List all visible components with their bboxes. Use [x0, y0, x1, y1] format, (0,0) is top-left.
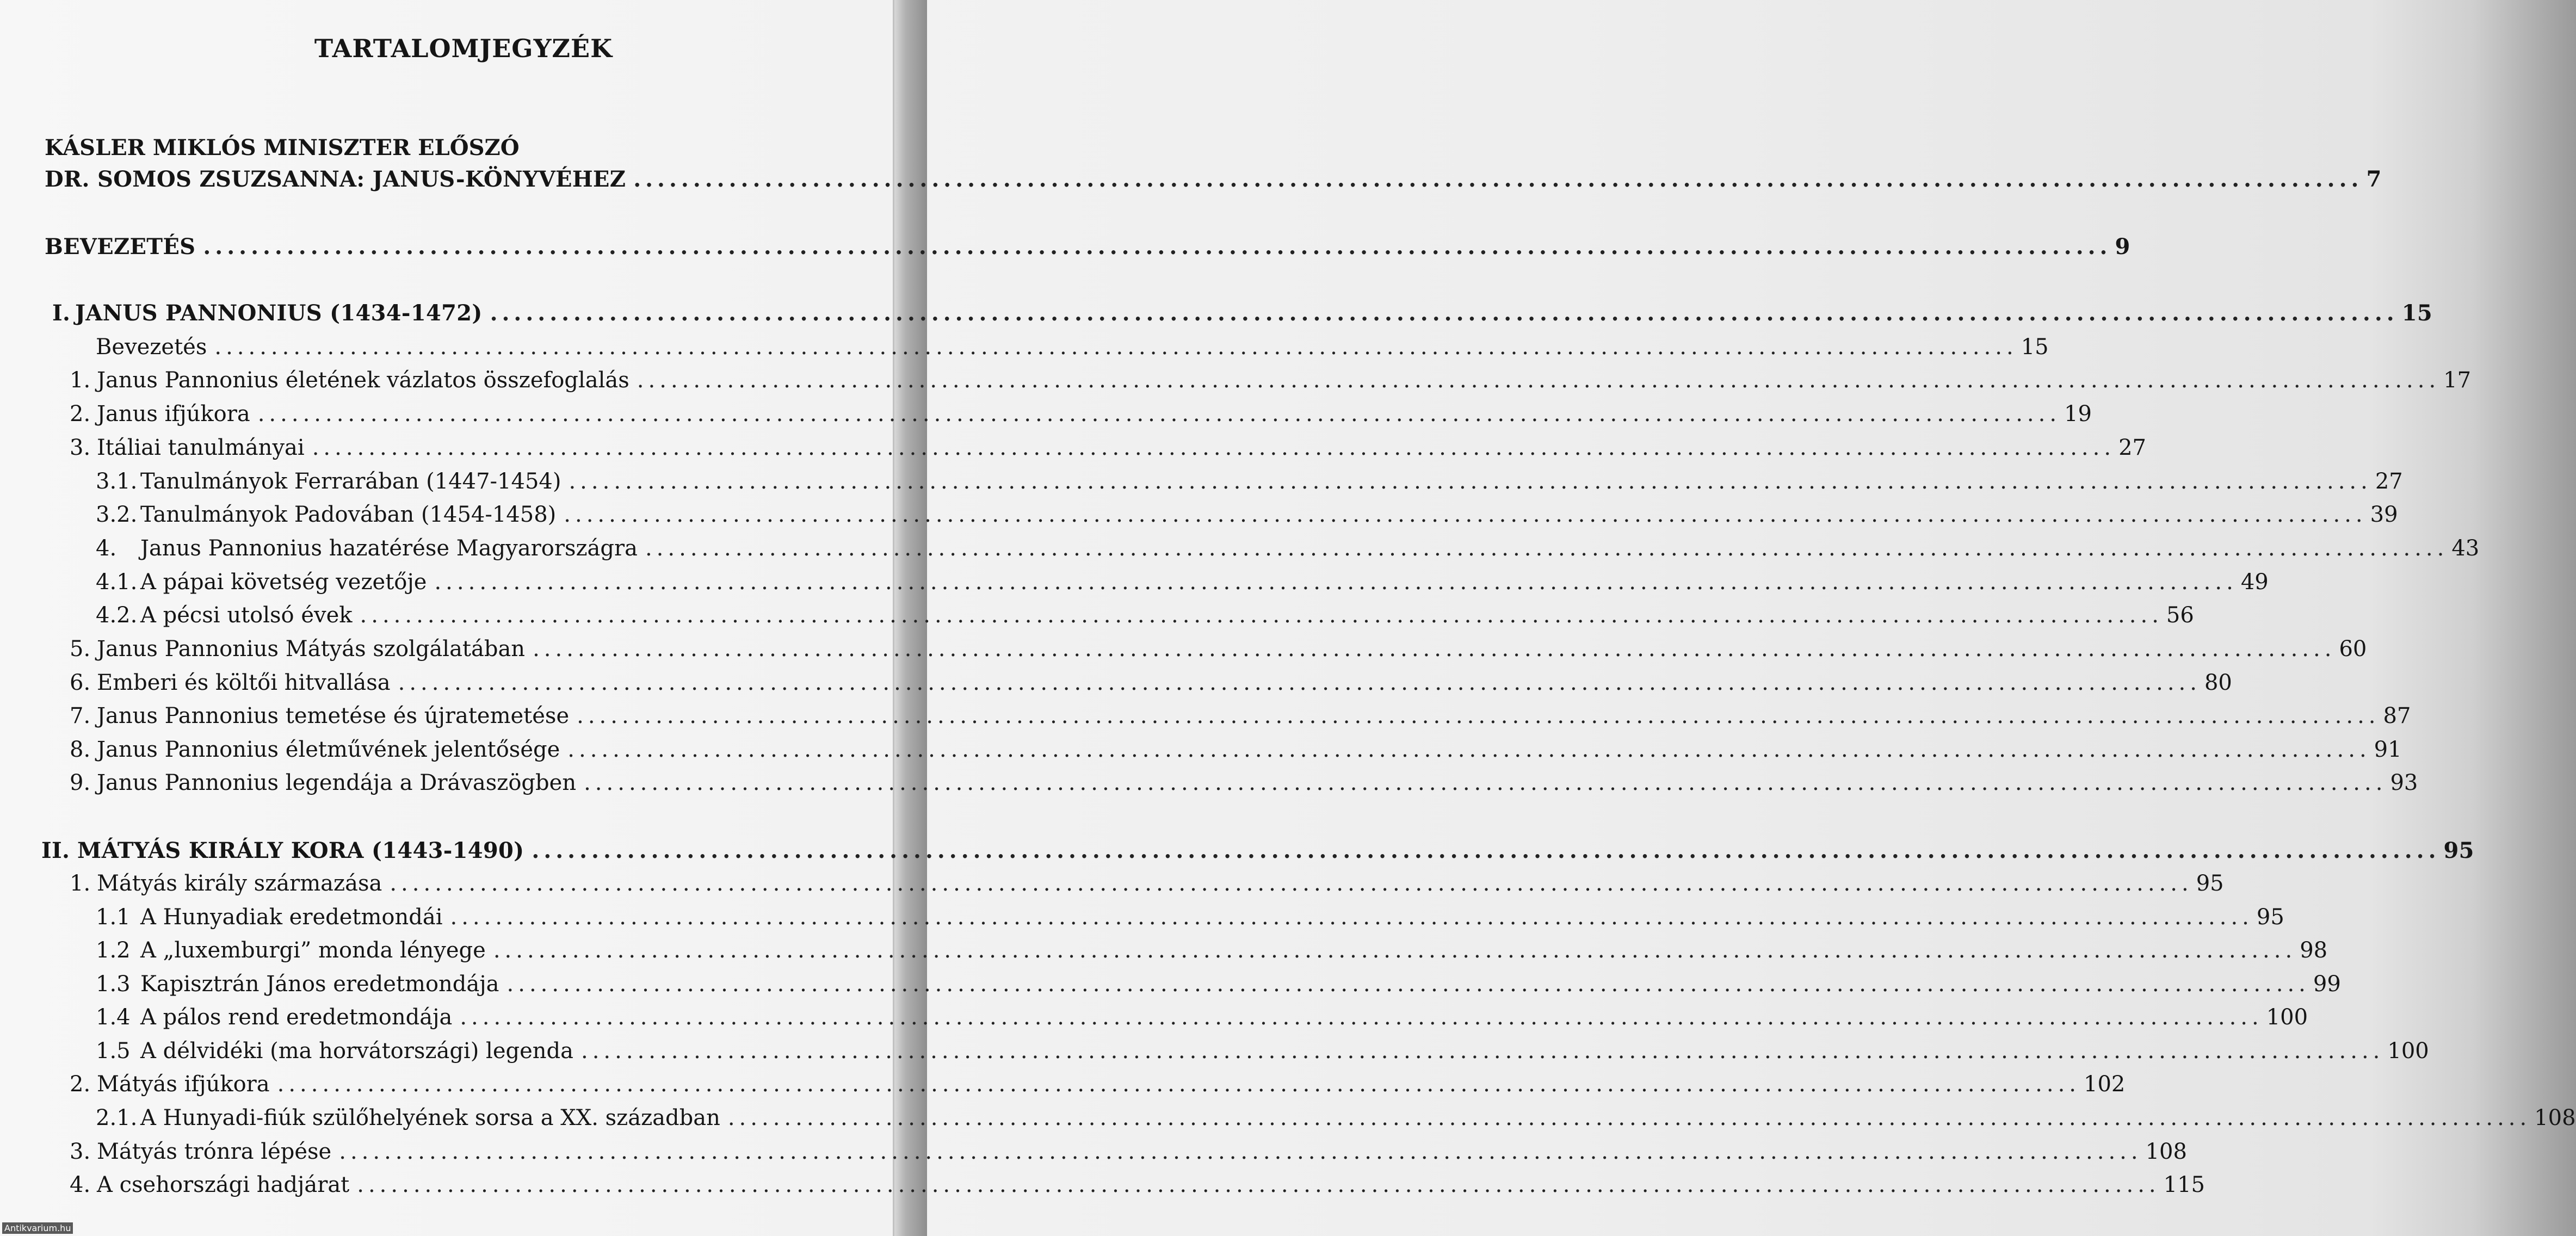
entry-title: Mátyás trónra lépése: [97, 1139, 332, 1164]
toc-entry[interactable]: [96, 905, 2284, 935]
foreword-line-2: DR. SOMOS ZSUZSANNA: JANUS-KÖNYVÉHEZ: [45, 166, 626, 192]
page-number: 15: [2021, 335, 2049, 360]
page-number: 19: [2064, 401, 2092, 427]
entry-title: Mátyás ifjúkora: [97, 1072, 270, 1097]
entry-title: A délvidéki (ma horvátországi) legenda: [140, 1039, 573, 1064]
leader-dots: ................................................................................................................................................................: [567, 737, 2371, 762]
leader-dots: ................................................................................................................................................................: [339, 1139, 2142, 1164]
page-number: 17: [2443, 368, 2472, 393]
entry-title: MÁTYÁS KIRÁLY KORA (1443-1490): [77, 838, 524, 863]
page-number: 39: [2370, 502, 2398, 527]
leader-dots: ................................................................................................................................................................: [450, 905, 2253, 930]
toc-entry[interactable]: [70, 636, 2367, 667]
toc-entry[interactable]: [96, 570, 2269, 600]
leader-dots: ................................................................................................................................................................: [493, 938, 2297, 963]
leader-dots: ................................................................................................................................................................: [581, 1039, 2385, 1064]
page-number: 99: [2313, 972, 2341, 997]
page-number: 27: [2375, 469, 2403, 494]
entry-number: 1.5: [96, 1039, 131, 1064]
toc-entry[interactable]: [70, 737, 2402, 768]
entry-number: 2.: [70, 401, 91, 427]
leader-dots: ................................................................................................................................................................: [312, 435, 2116, 460]
toc-entry[interactable]: [70, 368, 2472, 398]
entry-number: I.: [52, 300, 71, 326]
page-number: 80: [2204, 670, 2232, 695]
leader-dots: ................................................................................................................................................................: [214, 335, 2018, 360]
leader-dots: ................................................................................................................................................................: [360, 603, 2163, 628]
toc-entry[interactable]: [70, 1072, 2126, 1102]
toc-entry[interactable]: [96, 502, 2398, 533]
page-number: 108: [2534, 1105, 2576, 1130]
entry-title: Janus Pannonius életének vázlatos összefoglalás: [97, 368, 629, 393]
page-number: 27: [2118, 435, 2146, 460]
entry-title: A pécsi utolsó évek: [140, 603, 353, 628]
entry-title: Kapisztrán János eredetmondája: [140, 972, 499, 997]
entry-number: 2.1.: [96, 1105, 138, 1130]
toc-entry[interactable]: [96, 1105, 2576, 1136]
entry-number: 1.: [70, 871, 91, 896]
entry-number: 1.: [70, 368, 91, 393]
entry-title: A Hunyadiak eredetmondái: [140, 905, 443, 930]
entry-number: 8.: [70, 737, 91, 762]
page-number: 108: [2145, 1139, 2187, 1164]
leader-dots: ................................................................................................................................................................: [257, 401, 2061, 427]
leader-dots: ................................................................................................................................................................: [277, 1072, 2080, 1097]
toc-entry[interactable]: [70, 703, 2411, 734]
entry-title: Janus Pannonius temetése és újratemetése: [97, 703, 570, 728]
toc-entry[interactable]: [70, 1139, 2187, 1170]
leader-dots: ................................................................................................................................................................: [637, 368, 2441, 393]
leader-dots: .................................................................................................................................................: [633, 166, 2363, 192]
entry-number: 5.: [70, 636, 91, 662]
leader-dots: ................................................................................................................................................................: [584, 770, 2387, 795]
leader-dots: ................................................................................................................................................................: [569, 469, 2372, 494]
entry-number: 3.2.: [96, 502, 138, 527]
entry-title: A pápai követség vezetője: [140, 570, 427, 595]
page-number: 56: [2166, 603, 2194, 628]
toc-entry[interactable]: [96, 603, 2194, 633]
page-title: TARTALOMJEGYZÉK: [314, 34, 613, 63]
toc-entry[interactable]: [70, 435, 2146, 466]
entry-title: A Hunyadi-fiúk szülőhelyének sorsa a XX. században: [140, 1105, 720, 1130]
entry-number: 7.: [70, 703, 91, 728]
page-number: 9: [2115, 234, 2130, 259]
page-number: 100: [2266, 1005, 2308, 1030]
toc-entry[interactable]: [45, 234, 2130, 264]
toc-entry[interactable]: [70, 401, 2092, 432]
entry-title: A „luxemburgi” monda lényege: [140, 938, 486, 963]
entry-title: A csehországi hadjárat: [97, 1172, 350, 1197]
entry-title: Tanulmányok Ferrarában (1447-1454): [140, 469, 561, 494]
entry-number: II.: [41, 838, 70, 863]
leader-dots: ................................................................................................................................................................: [564, 502, 2367, 527]
entry-number: 9.: [70, 770, 91, 795]
leader-dots: ................................................................................................................................................................: [460, 1005, 2263, 1030]
entry-title: Tanulmányok Padovában (1454-1458): [140, 502, 557, 527]
entry-title: Bevezetés: [96, 335, 207, 360]
leader-dots: ................................................................................................................................................................: [532, 838, 2441, 863]
leader-dots: ................................................................................................................................................................: [577, 703, 2380, 728]
entry-number: 2.: [70, 1072, 91, 1097]
entry-title: A pálos rend eredetmondája: [140, 1005, 453, 1030]
toc-entry[interactable]: [96, 938, 2328, 968]
toc-entry[interactable]: [70, 670, 2232, 701]
page-number: 87: [2383, 703, 2411, 728]
entry-number: 1.4: [96, 1005, 131, 1030]
entry-title: BEVEZETÉS: [45, 234, 196, 259]
leader-dots: ................................................................................................................................................................: [645, 536, 2449, 561]
toc-entry[interactable]: [70, 871, 2224, 901]
entry-title: Janus Pannonius hazatérése Magyarországra: [140, 536, 638, 561]
leader-dots: ................................................................................................................................................................: [533, 636, 2336, 662]
page-number: 91: [2374, 737, 2402, 762]
leader-dots: ................................................................................................................................................................: [357, 1172, 2160, 1197]
entry-number: 1.3: [96, 972, 131, 997]
leader-dots: ................................................................................................................................................................: [434, 570, 2238, 595]
watermark: Antikvarium.hu: [2, 1222, 73, 1234]
page-number: 95: [2196, 871, 2224, 896]
toc-entry[interactable]: [96, 1039, 2429, 1069]
leader-dots: ................................................................................................................................................................: [490, 300, 2399, 326]
entry-number: 3.: [70, 435, 91, 460]
leader-dots: ................................................................................................................................................................: [506, 972, 2310, 997]
page-number: 7: [2366, 166, 2382, 192]
toc-entry[interactable]: [70, 1172, 2205, 1203]
toc-entry[interactable]: [96, 1005, 2308, 1035]
entry-number: 1.1: [96, 905, 131, 930]
page-number: 98: [2300, 938, 2328, 963]
page-number: 102: [2084, 1072, 2126, 1097]
entry-number: 6.: [70, 670, 91, 695]
entry-title: Janus ifjúkora: [97, 401, 250, 427]
toc-entry[interactable]: [70, 770, 2418, 801]
toc-entry[interactable]: [96, 469, 2403, 499]
toc-entry[interactable]: [96, 536, 2480, 566]
toc-entry[interactable]: [52, 300, 2432, 331]
page-number: 95: [2256, 905, 2284, 930]
leader-dots: ................................................................................................................................................................: [727, 1105, 2531, 1130]
page-number: 95: [2443, 838, 2474, 863]
entry-number: 4.: [70, 1172, 91, 1197]
entry-title: Janus Pannonius Mátyás szolgálatában: [97, 636, 526, 662]
toc-entry[interactable]: [96, 972, 2341, 1002]
leader-dots: ................................................................................................................................................................: [203, 234, 2112, 259]
toc-entry[interactable]: [96, 335, 2049, 365]
foreword-entry[interactable]: [45, 166, 2382, 197]
page-number: 43: [2451, 536, 2480, 561]
entry-title: Emberi és költői hitvallása: [97, 670, 391, 695]
page-number: 100: [2387, 1039, 2429, 1064]
entry-title: Janus Pannonius életművének jelentősége: [97, 737, 560, 762]
entry-title: Janus Pannonius legendája a Drávaszögben: [97, 770, 577, 795]
toc-entry[interactable]: [41, 838, 2474, 868]
page-number: 115: [2163, 1172, 2205, 1197]
entry-number: 4.1.: [96, 570, 138, 595]
page-number: 15: [2401, 300, 2432, 326]
page-number: 60: [2339, 636, 2367, 662]
leader-dots: ................................................................................................................................................................: [390, 871, 2193, 896]
entry-title: JANUS PANNONIUS (1434-1472): [75, 300, 483, 326]
entry-number: 4.2.: [96, 603, 138, 628]
entry-number: 3.1.: [96, 469, 138, 494]
entry-title: Itáliai tanulmányai: [97, 435, 305, 460]
leader-dots: ................................................................................................................................................................: [398, 670, 2201, 695]
page-number: 49: [2240, 570, 2269, 595]
entry-title: Mátyás király származása: [97, 871, 382, 896]
entry-number: 3.: [70, 1139, 91, 1164]
foreword-line-1: KÁSLER MIKLÓS MINISZTER ELŐSZÓ: [45, 135, 520, 160]
entry-number: 4.: [96, 536, 117, 561]
entry-number: 1.2: [96, 938, 131, 963]
page-number: 93: [2390, 770, 2418, 795]
